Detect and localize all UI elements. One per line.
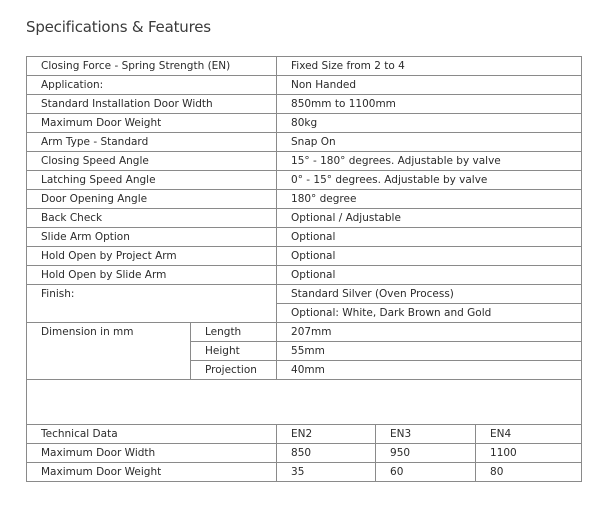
table-row	[27, 266, 582, 285]
dimension-value: 207mm	[277, 323, 582, 342]
dimension-name: Projection	[191, 361, 277, 380]
spec-label: Slide Arm Option	[27, 228, 277, 247]
spec-label: Standard Installation Door Width	[27, 95, 277, 114]
spec-value: Snap On	[277, 133, 582, 152]
dimension-label: Dimension in mm	[27, 323, 191, 380]
spec-value: 80kg	[277, 114, 582, 133]
dimension-name: Length	[191, 323, 277, 342]
spec-value: 15° - 180° degrees. Adjustable by valve	[277, 152, 582, 171]
spec-label: Back Check	[27, 209, 277, 228]
spec-value: Fixed Size from 2 to 4	[277, 57, 582, 76]
spec-label: Latching Speed Angle	[27, 171, 277, 190]
dimension-value: 55mm	[277, 342, 582, 361]
technical-value: 850	[277, 444, 376, 463]
spec-value: Optional	[277, 247, 582, 266]
technical-header: EN3	[376, 425, 476, 444]
spec-label: Closing Force - Spring Strength (EN)	[27, 57, 277, 76]
spec-value: Optional	[277, 228, 582, 247]
technical-header: EN4	[476, 425, 582, 444]
spec-value: 180° degree	[277, 190, 582, 209]
table-row	[27, 152, 582, 171]
dimension-value: 40mm	[277, 361, 582, 380]
empty-cell	[27, 380, 582, 425]
table-row	[27, 463, 582, 482]
table-row	[27, 95, 582, 114]
spec-label: Maximum Door Weight	[27, 114, 277, 133]
page-title: Specifications & Features	[26, 18, 211, 36]
spec-value: Optional / Adjustable	[277, 209, 582, 228]
spec-value: Non Handed	[277, 76, 582, 95]
spec-label: Hold Open by Slide Arm	[27, 266, 277, 285]
spec-value: 0° - 15° degrees. Adjustable by valve	[277, 171, 582, 190]
technical-header: EN2	[277, 425, 376, 444]
spec-label: Arm Type - Standard	[27, 133, 277, 152]
table-row	[27, 57, 582, 76]
table-row	[27, 190, 582, 209]
technical-value: 35	[277, 463, 376, 482]
spec-label: Application:	[27, 76, 277, 95]
technical-value: 950	[376, 444, 476, 463]
table-row	[27, 247, 582, 266]
technical-value: 60	[376, 463, 476, 482]
finish-label: Finish:	[27, 285, 277, 323]
technical-label: Maximum Door Width	[27, 444, 277, 463]
technical-header-row	[27, 425, 582, 444]
spec-label: Closing Speed Angle	[27, 152, 277, 171]
spec-label: Hold Open by Project Arm	[27, 247, 277, 266]
spec-value: 850mm to 1100mm	[277, 95, 582, 114]
dimension-name: Height	[191, 342, 277, 361]
spec-label: Door Opening Angle	[27, 190, 277, 209]
table-row	[27, 228, 582, 247]
table-row	[27, 323, 582, 342]
table-row	[27, 133, 582, 152]
table-row	[27, 171, 582, 190]
specifications-table	[26, 56, 582, 482]
table-row	[27, 76, 582, 95]
spec-value: Optional	[277, 266, 582, 285]
finish-value: Optional: White, Dark Brown and Gold	[277, 304, 582, 323]
technical-value: 80	[476, 463, 582, 482]
technical-header: Technical Data	[27, 425, 277, 444]
table-row	[27, 444, 582, 463]
technical-label: Maximum Door Weight	[27, 463, 277, 482]
table-row	[27, 209, 582, 228]
finish-value: Standard Silver (Oven Process)	[277, 285, 582, 304]
table-row	[27, 114, 582, 133]
technical-value: 1100	[476, 444, 582, 463]
table-row	[27, 285, 582, 304]
spacer-row	[27, 380, 582, 425]
